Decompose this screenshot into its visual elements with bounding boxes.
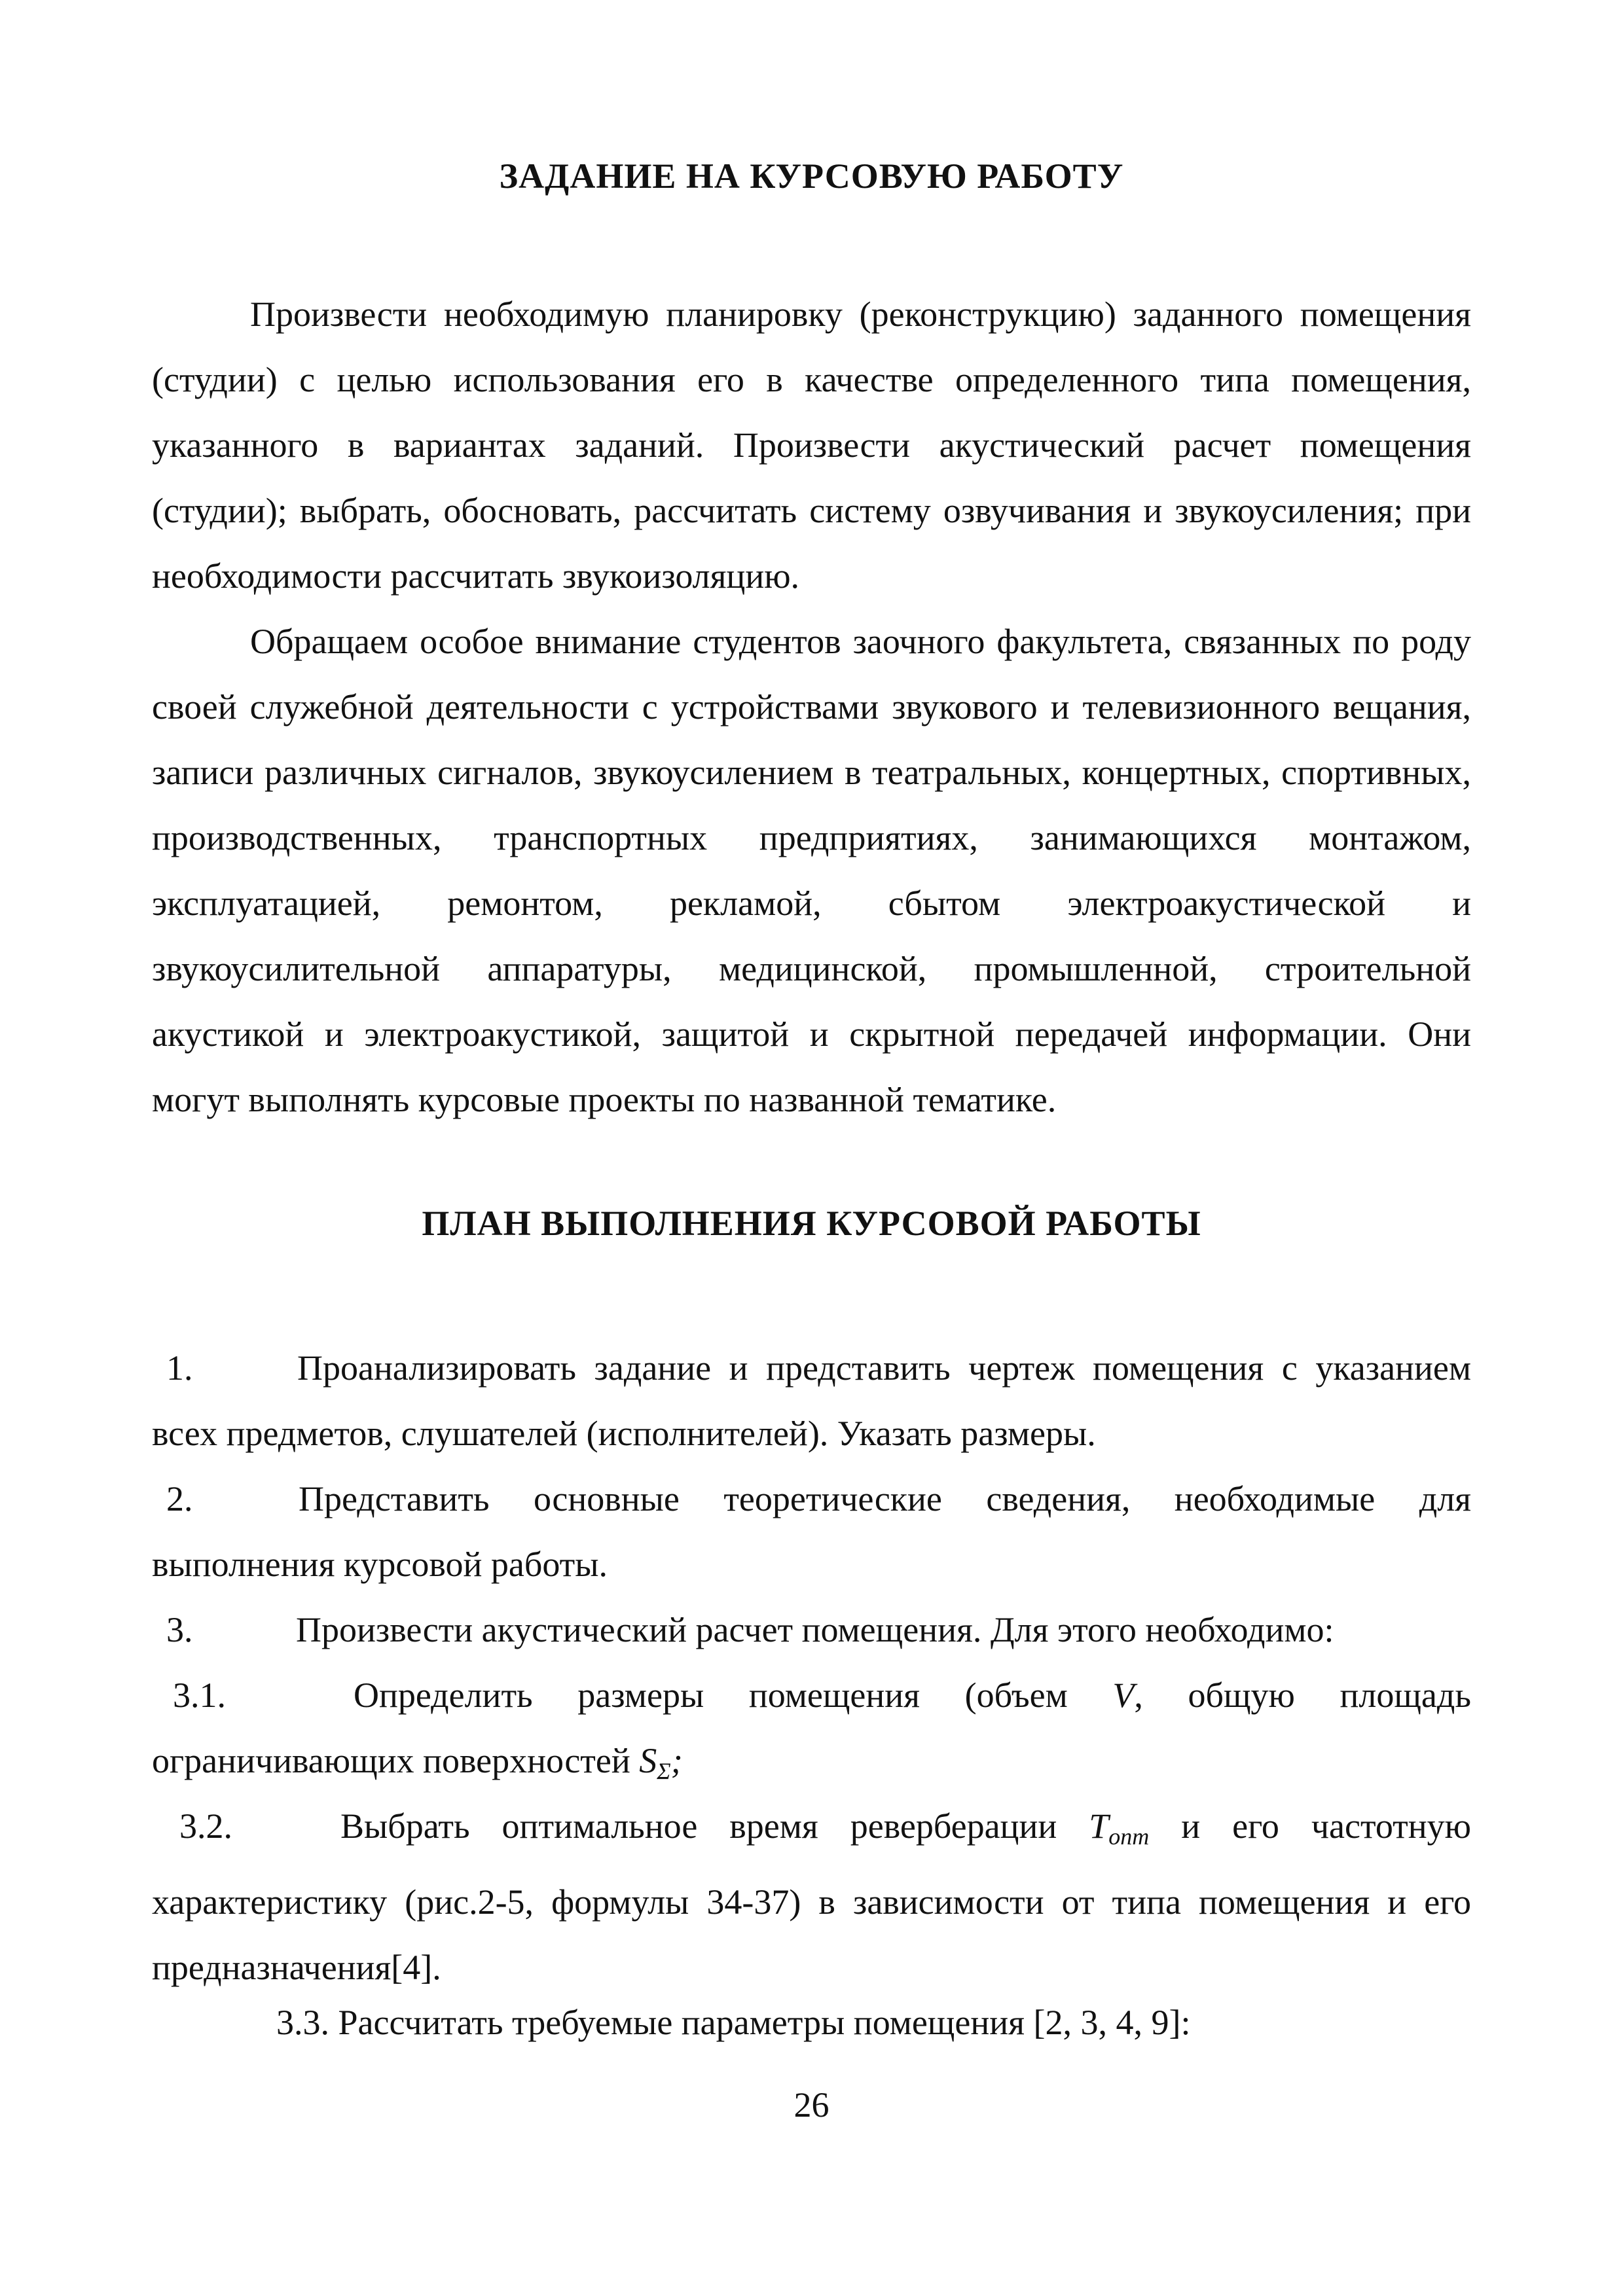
page-number: 26 xyxy=(793,2085,830,2125)
plan-item-text: Проанализировать задание и представить чертеж помещения с указанием всех предметов, слушателей (исполнителей). Указать размеры. xyxy=(152,1348,1471,1453)
task-heading: ЗАДАНИЕ НА КУРСОВУЮ РАБОТУ xyxy=(499,156,1124,196)
plan-item-number: 2. xyxy=(166,1479,193,1518)
plan-item-number: 3. xyxy=(166,1610,193,1649)
plan-item-text: Выбрать оптимальное время реверберации xyxy=(340,1806,1089,1846)
plan-item-3-2 xyxy=(152,1793,1471,2000)
plan-item-text: Произвести акустический расчет помещения. Для этого необходимо: xyxy=(296,1610,1334,1649)
plan-item-3-3 xyxy=(152,1990,1471,2055)
plan-item-text: Рассчитать требуемые параметры помещения [2, 3, 4, 9]: xyxy=(338,2003,1191,2042)
reverb-time-symbol: T xyxy=(1089,1806,1109,1846)
plan-item-number: 3.3. xyxy=(276,2003,329,2042)
area-subscript: Σ xyxy=(657,1758,671,1784)
task-paragraph-2: Обращаем особое внимание студентов заочного факультета, связанных по роду своей служебной деятельности с устройствами звукового и телевизионного вещания, записи различных сигналов, звукоусилением в театральных, концертных, спортивных, производственных, транспортных предприятиях, занимающихся монтажом, эксплуатацией, ремонтом, рекламой, сбытом электроакустической и звукоусилительной аппаратуры, медицинской, промышленной, строительной акустикой и электроакустикой, защитой и скрытной передачей информации. Они могут выполнять курсовые проекты по названной тематике. xyxy=(152,622,1471,1119)
reverb-time-subscript: опт xyxy=(1108,1823,1150,1850)
plan-item-2 xyxy=(152,1466,1471,1597)
plan-item-text: Представить основные теоретические сведения, необходимые для выполнения курсовой работы. xyxy=(152,1479,1471,1584)
plan-item-3-1 xyxy=(152,1662,1471,1804)
plan-item-number: 3.1. xyxy=(173,1676,226,1715)
volume-symbol: V xyxy=(1112,1676,1135,1715)
plan-item-text: ; xyxy=(670,1741,683,1780)
task-paragraph-1: Произвести необходимую планировку (реконструкцию) заданного помещения (студии) с целью использования его в качестве определенного типа помещения, указанного в вариантах заданий. Произвести акустический расчет помещения (студии); выбрать, обосновать, рассчитать систему озвучивания и звукоусиления; при необходимости рассчитать звукоизоляцию. xyxy=(152,295,1471,596)
plan-item-text: Определить размеры помещения (объем xyxy=(354,1676,1113,1715)
plan-item-3 xyxy=(152,1597,1471,1662)
plan-item-text: и его частотную характеристику (рис.2-5, формулы 34-37) в зависимости от типа помещения и его предназначения[4]. xyxy=(152,1806,1472,1987)
plan-item-number: 3.2. xyxy=(179,1806,232,1846)
plan-item-1 xyxy=(152,1335,1471,1466)
area-symbol: S xyxy=(639,1741,657,1780)
plan-item-number: 1. xyxy=(166,1348,193,1388)
plan-heading: ПЛАН ВЫПОЛНЕНИЯ КУРСОВОЙ РАБОТЫ xyxy=(422,1204,1201,1243)
plan-item-text: , общую площадь ограничивающих поверхностей xyxy=(152,1676,1471,1780)
